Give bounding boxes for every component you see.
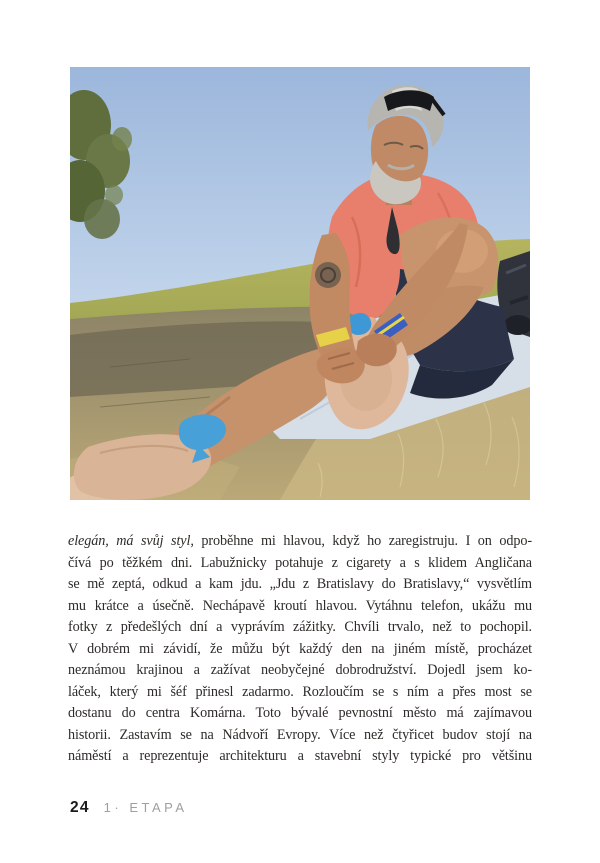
paragraph-line: neznámou krajinou a zažívat neobyčejné dobrodružství. Dojedl jsem ko-	[68, 662, 532, 678]
paragraph-line: se mě zeptá, odkud a kam jdu. „Jdu z Bratislavy do Bratislavy,“ vysvětlím	[68, 576, 532, 592]
paragraph-line: V dobrém mi závidí, že můžu být každý den na jiném místě, procházet	[68, 640, 532, 657]
paragraph-line: čívá po těžkém dni. Labužnicky potahuje z cigarety a s klidem Angličana	[68, 554, 532, 571]
paragraph-line: elegán, má svůj styl, proběhne mi hlavou, když ho zaregistruju. I on odpo-	[68, 533, 532, 549]
paragraph-line: náměstí a reprezentuje architekturu a stavební styly typické pro většinu	[68, 748, 532, 764]
hiker-photo-illustration	[70, 67, 530, 500]
page-footer	[70, 799, 188, 817]
chapter-label: 1· ETAPA	[103, 800, 188, 815]
hiker-photo	[70, 67, 530, 500]
tattoo	[315, 262, 341, 288]
paragraph-line: historii. Zastavím se na Nádvoří Evropy. Více než čtyřicet budov stojí na	[68, 726, 532, 743]
paragraph-line: fotky z předešlých dní a vyprávím zážitky. Chvíli trvalo, než to pochopil.	[68, 619, 532, 635]
page-number: 24	[70, 799, 90, 816]
paragraph-line: dostanu do centra Komárna. Toto bývalé pevnostní město má zajímavou	[68, 705, 532, 721]
body-paragraph	[68, 531, 532, 768]
paragraph-line: mu krátce a úsečně. Nechápavě kroutí hlavou. Vytáhnu telefon, ukážu mu	[68, 597, 532, 614]
paragraph-line: láček, který mi šéf přinesl zadarmo. Rozloučím se s ním a přes most se	[68, 683, 532, 700]
